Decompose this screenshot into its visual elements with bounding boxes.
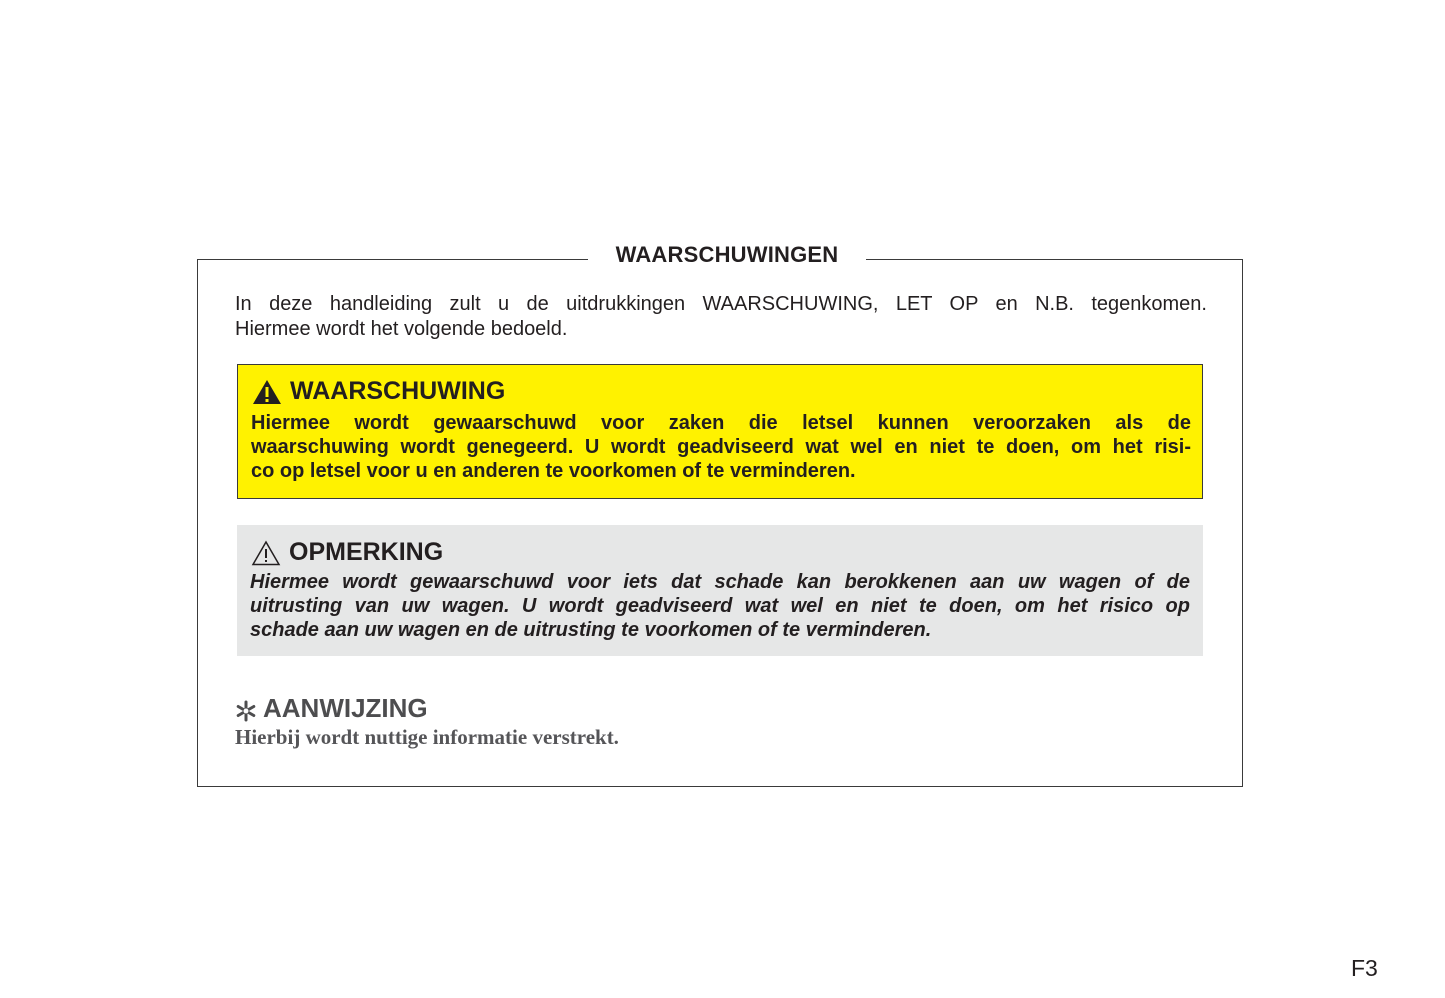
warning-line-2: waarschuwing wordt genegeerd. U wordt geadviseerd wat wel en niet te doen, om het risi- [251,436,1191,458]
warning-line-1: Hiermee wordt gewaarschuwd voor zaken die letsel kunnen veroorzaken als de [251,412,1191,434]
frame-title: WAARSCHUWINGEN [588,240,866,270]
intro-line-2: Hiermee wordt het volgende bedoeld. [235,318,568,340]
intro-line-1: In deze handleiding zult u de uitdrukkingen WAARSCHUWING, LET OP en N.B. tegenkomen. [235,293,1207,315]
warning-text [251,411,1191,483]
note-header [251,538,443,567]
hint-title: AANWIJZING [263,693,428,723]
warning-header [252,377,505,406]
note-line-2: uitrusting van uw wagen. U wordt geadviseerd wat wel en niet te doen, om het risico op [250,595,1190,617]
note-line-3: schade aan uw wagen en de uitrusting te voorkomen of te verminderen. [250,619,932,641]
asterisk-icon [235,698,257,720]
hint-header [235,693,428,724]
note-title: OPMERKING [289,538,444,566]
page-number: F3 [1351,955,1378,981]
warning-triangle-filled-icon [252,379,282,405]
note-box [237,525,1203,656]
warning-line-3: co op letsel voor u en anderen te voorkomen of te verminderen. [251,460,856,482]
intro-paragraph [235,292,1207,342]
note-line-1: Hiermee wordt gewaarschuwd voor iets dat schade kan berokkenen aan uw wagen of de [250,571,1190,593]
warning-title: WAARSCHUWING [290,377,506,405]
note-text [250,570,1190,642]
warning-triangle-outline-icon [251,540,281,566]
hint-text: Hierbij wordt nuttige informatie verstrekt. [235,725,619,749]
warning-box [237,364,1203,499]
